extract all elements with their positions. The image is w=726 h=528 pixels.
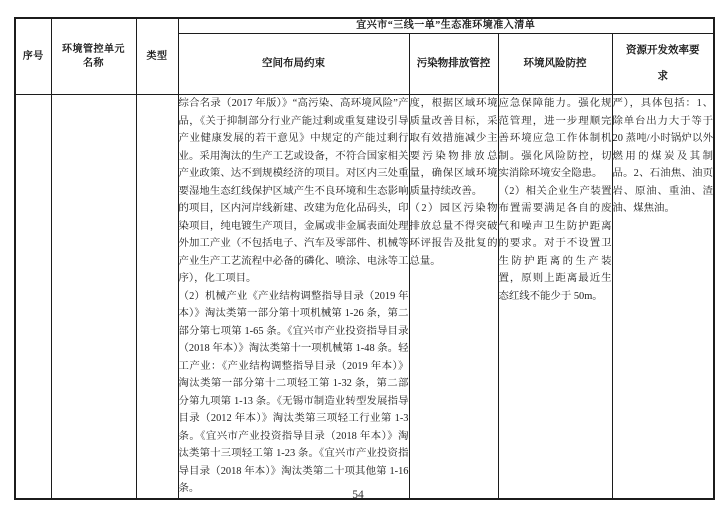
cell-pollutant-control [409, 95, 498, 499]
pollutant-paragraph-2: （2）园区污染物排放总量不得突破环评报告及批复的总量。 [409, 203, 498, 267]
table-row [15, 95, 714, 499]
table-title-row [15, 18, 714, 34]
header-unit-name-label: 环境管控单元名称 [62, 44, 125, 69]
cell-seq [15, 95, 51, 499]
cell-type [136, 95, 178, 499]
table-title: 宜兴市“三线一单”生态准环境准入清单 [178, 18, 714, 34]
risk-paragraph-1: 应急保障能力。强化规范管理，进一步理顺完善环境应急工作体制机制。强化风险防控，切实消除环境安全隐患。 [498, 98, 612, 179]
header-resource-efficiency [612, 34, 714, 95]
cell-unit-name [51, 95, 136, 499]
risk-paragraph-2: （2）相关企业生产装置布置需要满足各自的废气和噪声卫生防护距离的要求。对于不设置卫生防护距离的生产装置，原则上距离最近生态红线不能少于 50m。 [498, 185, 612, 302]
spatial-paragraph-1: 综合名录（2017 年版）》“高污染、高环境风险”产品，《关于抑制部分行业产能过剩或重复建设引导产业健康发展的若干意见》中规定的产能过剩行业。采用淘汰的生产工艺或设备，不符合国家相关产业政策、达不到规模经济的项目。对区内三处重要湿地生态红线保护区域产生不良环境和生态影响的项目，区内河岸线新建、改建为危化品码头，印染项目，纯电镀生产项目，金属或非金属表面处理外加工产业（不包括电子、汽车及零部件、机械等产业生产工艺流程中必备的磷化、喷涂、电泳等工序），化工项目。 [178, 98, 409, 284]
header-pollutant-control: 污染物排放管控 [409, 34, 498, 95]
pollutant-paragraph-1: 度，根据区域环境质量改善目标，采取有效措施减少主要污染物排放总量，确保区域环境质量持续改善。 [409, 98, 498, 197]
resource-paragraph-1: 严），具体包括：1、除单台出力大于等于 20 蒸吨/小时锅炉以外燃用的煤炭及其制品。2、石油焦、油页岩、原油、重油、渣油、煤焦油。 [612, 98, 713, 214]
header-seq: 序号 [15, 18, 51, 95]
cell-risk-prevention [498, 95, 612, 499]
header-unit-name [51, 18, 136, 95]
header-risk-prevention: 环境风险防控 [498, 34, 612, 95]
cell-spatial-constraints [178, 95, 409, 499]
spatial-paragraph-2: （2）机械产业《产业结构调整指导目录（2019 年本）》淘汰类第一部分第十项机械第 1-26 条，第二部分第七项第 1-65 条。《宜兴市产业投资指导目录（2018 年本）》淘汰类第十一项机械第 1-48 条。轻工产业：《产业结构调整指导目录（2019 年本）》淘汰类第一部分第十二项轻工第 1-32 条，第二部分第九项第 1-13 条。《无锡市制造业转型发展指导目录（2012 年本）》淘汰类第三项轻工行业第 1-3 条。《宜兴市产业投资指导目录（2018 年本）》淘汰类第十三项轻工第 1-23 条。《宜兴市产业投资指导目录（2018 年本）》淘汰类第二十项其他第 1-16 条。 [178, 290, 409, 494]
header-resource-efficiency-label: 资源开发效率要求 [626, 45, 700, 82]
header-spatial-constraints: 空间布局约束 [178, 34, 409, 95]
page-number: 54 [352, 489, 364, 501]
header-type: 类型 [136, 18, 178, 95]
access-list-table [14, 17, 715, 500]
cell-resource-efficiency [612, 95, 714, 499]
